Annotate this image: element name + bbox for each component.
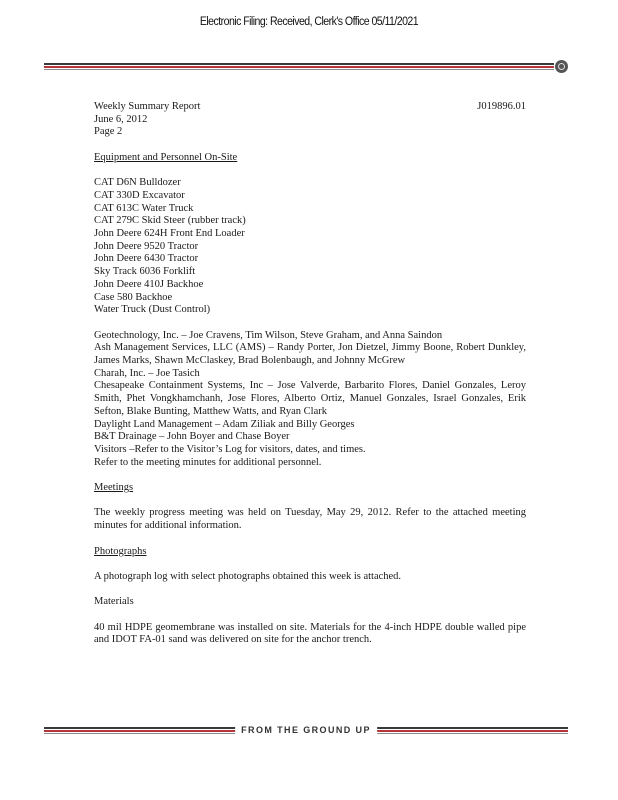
list-item: Water Truck (Dust Control) [94,304,211,316]
photographs-heading: Photographs [94,545,147,557]
rule-red [44,66,554,68]
list-item: John Deere 9520 Tractor [94,240,199,252]
materials-heading: Materials [94,596,134,608]
photographs-text: A photograph log with select photographs obtained this week is attached. [94,570,402,582]
meetings-text: The weekly progress meeting was held on Tuesday, May 29, 2012. Refer to the attached meeting minutes for additional information. [94,507,526,532]
personnel-ams: Ash Management Services, LLC (AMS) – Randy Porter, Jon Dietzel, Jimmy Boone, Robert Dunkley, James Marks, Shawn McClaskey, Brad Bolenbaugh, and Johnny McGrew [94,342,526,367]
list-item: CAT 330D Excavator [94,189,185,201]
footer-tagline: FROM THE GROUND UP [235,724,377,737]
rule-dark [44,63,554,65]
footer-rule [44,724,568,738]
document-id: J019896.01 [477,101,526,112]
list-item: John Deere 624H Front End Loader [94,228,245,239]
list-item: CAT 613C Water Truck [94,202,194,214]
personnel-visitors: Visitors –Refer to the Visitor’s Log for visitors, dates, and times. [94,443,366,455]
personnel-charah: Charah, Inc. – Joe Tasich [94,367,200,379]
list-item: CAT D6N Bulldozer [94,177,181,189]
personnel-geotechnology: Geotechnology, Inc. – Joe Cravens, Tim Wilson, Steve Graham, and Anna Saindon [94,329,443,341]
personnel-chesapeake: Chesapeake Containment Systems, Inc – Jose Valverde, Barbarito Flores, Daniel Gonzales, Leroy Smith, Phet Vongkhamchanh, Jose Flores, Alberto Ortiz, Manuel Gonzales, Israel Gonzales, Erik Sefton, Blake Bunting, Matthew Watts, and Ryan Clark [94,380,526,417]
page-number: Page 2 [94,126,123,138]
rule-gray [44,69,554,70]
letterhead-rule [44,60,568,74]
personnel-daylight: Daylight Land Management – Adam Ziliak and Billy Georges [94,418,355,430]
equipment-list [94,177,526,317]
materials-text: 40 mil HDPE geomembrane was installed on site. Materials for the 4-inch HDPE double walled pipe and IDOT FA-01 sand was delivered on site for the anchor trench. [94,621,526,646]
personnel-note: Refer to the meeting minutes for additional personnel. [94,456,322,468]
report-title: Weekly Summary Report [94,101,201,112]
report-body [94,101,526,647]
report-header [94,101,526,114]
report-date: June 6, 2012 [94,113,148,125]
personnel-list [94,330,526,470]
meetings-heading: Meetings [94,482,134,494]
electronic-filing-stamp: Electronic Filing: Received, Clerk's Office 05/11/2021 [199,16,419,28]
personnel-bt-drainage: B&T Drainage – John Boyer and Chase Boyer [94,431,290,443]
equipment-heading: Equipment and Personnel On-Site [94,151,238,163]
list-item: CAT 279C Skid Steer (rubber track) [94,215,246,227]
list-item: Sky Track 6036 Forklift [94,266,196,278]
list-item: John Deere 410J Backhoe [94,278,204,290]
list-item: Case 580 Backhoe [94,291,173,303]
company-logo-icon [555,60,568,73]
list-item: John Deere 6430 Tractor [94,253,199,265]
